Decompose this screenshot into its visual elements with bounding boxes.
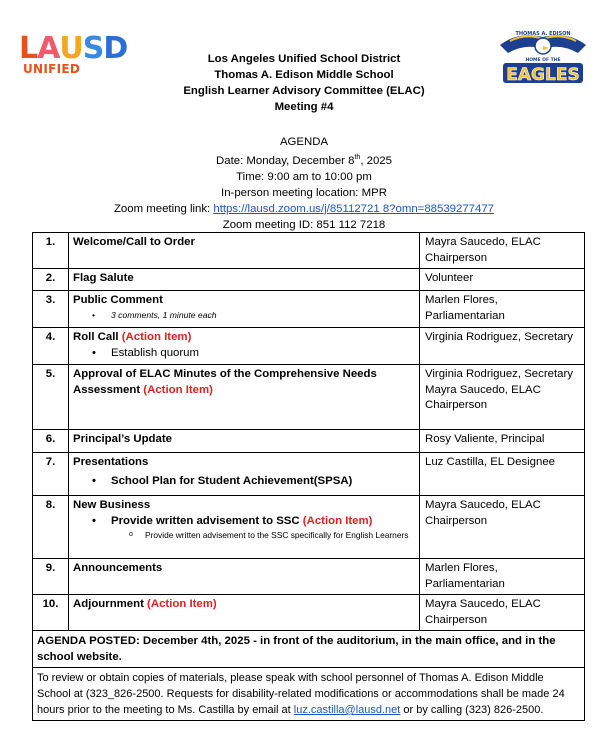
document-header — [150, 51, 458, 115]
table-row — [33, 631, 585, 668]
date-superscript: th — [354, 154, 361, 161]
meeting-number: Meeting #4 — [274, 101, 334, 113]
item-number: 10. — [33, 595, 69, 631]
agenda-info — [0, 134, 608, 233]
item-subnote: o Provide written advisement to the SSC specifically for English Learners — [73, 529, 415, 541]
item-bullet: • School Plan for Student Achievement(SPSA) — [73, 474, 415, 490]
item-number: 7. — [33, 453, 69, 496]
item-presenter: Rosy Valiente, Principal — [420, 430, 585, 453]
accessibility-notice — [33, 668, 585, 721]
item-number: 6. — [33, 430, 69, 453]
table-row — [33, 430, 585, 453]
zoom-label: Zoom meeting link: — [113, 202, 214, 215]
table-row — [33, 365, 585, 430]
zoom-link[interactable]: https://lausd.zoom.us/j/85112721 8?omn=88539277477 — [213, 202, 495, 215]
table-row — [33, 233, 585, 269]
item-title: Roll Call — [73, 331, 119, 343]
item-subnote: • 3 comments, 1 minute each — [73, 309, 415, 322]
item-presenter: Luz Castilla, EL Designee — [420, 453, 585, 496]
item-presenter: Marlen Flores, Parliamentarian — [420, 559, 585, 595]
logo-letter: U — [59, 31, 83, 66]
district-name: Los Angeles Unified School District — [207, 53, 401, 65]
item-title: New Business — [73, 499, 151, 511]
committee-name: English Learner Advisory Committee (ELAC) — [183, 85, 425, 97]
zoom-link-line — [0, 201, 608, 217]
date-year: , 2025 — [360, 154, 392, 167]
item-title: Announcements — [73, 562, 163, 574]
item-number: 4. — [33, 328, 69, 365]
item-presenter: Mayra Saucedo, ELAC Chairperson — [420, 496, 585, 559]
action-item-tag: (Action Item) — [302, 514, 373, 527]
table-row — [33, 453, 585, 496]
eagles-top-text: THOMAS A. EDISON — [515, 31, 571, 37]
item-number: 5. — [33, 365, 69, 430]
agenda-table — [32, 232, 585, 721]
item-presenter: Virginia Rodriguez, Secretary — [420, 328, 585, 365]
logo-letter: S — [82, 31, 104, 66]
item-bullet: • Establish quorum — [73, 346, 415, 362]
item-number: 8. — [33, 496, 69, 559]
school-name: Thomas A. Edison Middle School — [214, 69, 394, 81]
item-title: Approval of ELAC Minutes of the Comprehensive Needs Assessment — [73, 368, 377, 396]
meeting-location: In-person meeting location: MPR — [221, 186, 387, 199]
item-presenter: Mayra Saucedo, ELAC Chairperson — [420, 233, 585, 269]
table-row — [33, 328, 585, 365]
notice-text: To review or obtain copies of materials, please speak with school personnel of Thomas A. Edison Middle School at (323_826-2500. Requests for disability-related modifications or accommodations shall be made 24 hours prior to the meeting to Ms. Castilla by email at — [37, 672, 565, 716]
lausd-logo — [19, 31, 151, 76]
lausd-wordmark — [19, 31, 151, 66]
bullet-text: Provide written advisement to SSC — [111, 514, 300, 527]
eagles-word-text: EAGLES — [506, 65, 580, 85]
logo-letter: A — [37, 31, 60, 66]
item-number: 1. — [33, 233, 69, 269]
item-presenter-2: Mayra Saucedo, ELAC Chairperson — [425, 383, 541, 411]
notice-text-end: or by calling (323) 826-2500. — [400, 704, 544, 716]
table-row — [33, 559, 585, 595]
meeting-time: Time: 9:00 am to 10:00 pm — [236, 170, 372, 183]
item-title: Principal’s Update — [73, 433, 172, 445]
table-row — [33, 291, 585, 328]
item-title: Public Comment — [73, 294, 163, 306]
item-title: Presentations — [73, 456, 149, 468]
action-item-tag: (Action Item) — [147, 598, 217, 610]
agenda-heading: AGENDA — [279, 136, 329, 148]
item-number: 2. — [33, 269, 69, 291]
item-presenter: Volunteer — [420, 269, 585, 291]
item-bullet — [73, 514, 415, 530]
zoom-meeting-id: Zoom meeting ID: 851 112 7218 — [222, 218, 386, 231]
table-row — [33, 496, 585, 559]
logo-letter: D — [103, 31, 128, 66]
item-number: 9. — [33, 559, 69, 595]
table-row — [33, 595, 585, 631]
edison-eagles-logo — [498, 27, 588, 89]
item-presenter: Mayra Saucedo, ELAC Chairperson — [420, 595, 585, 631]
eagles-sub-text: HOME OF THE — [525, 58, 561, 63]
action-item-tag: (Action Item) — [121, 331, 192, 343]
table-row — [33, 269, 585, 291]
agenda-posted-notice: AGENDA POSTED: December 4th, 2025 - in front of the auditorium, in the main office, and in the school website. — [33, 631, 585, 668]
contact-email-link[interactable]: luz.castilla@lausd.net — [293, 704, 401, 716]
meeting-date — [0, 150, 608, 169]
item-presenter: Virginia Rodriguez, Secretary — [425, 368, 573, 380]
lausd-unified-text: UNIFIED — [23, 62, 81, 76]
table-row — [33, 668, 585, 721]
logo-letter: L — [19, 31, 38, 66]
item-presenter: Marlen Flores, Parliamentarian — [420, 291, 585, 328]
item-title: Welcome/Call to Order — [73, 236, 195, 248]
item-title: Flag Salute — [73, 272, 134, 284]
date-text: Date: Monday, December 8 — [216, 154, 355, 167]
item-number: 3. — [33, 291, 69, 328]
item-title: Adjournment — [73, 598, 144, 610]
action-item-tag: (Action Item) — [143, 383, 213, 396]
